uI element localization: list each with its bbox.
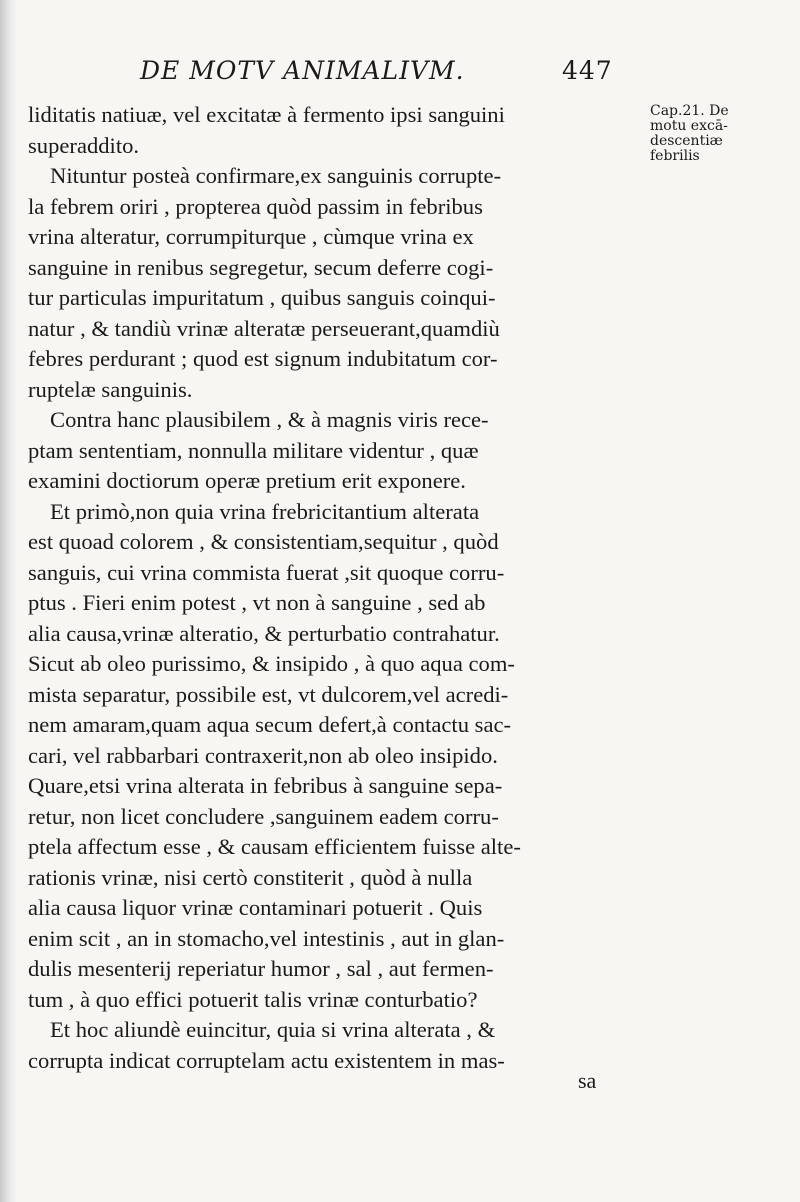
- marginal-note-line: descentiæ: [650, 133, 723, 149]
- catchword: sa: [578, 1068, 597, 1093]
- marginal-note-line: motu excā-: [650, 118, 728, 134]
- text-line: retur, non licet concludere ,sanguinem eadem corru-: [28, 803, 499, 829]
- text-line: examini doctiorum operæ pretium erit exponere.: [28, 468, 466, 493]
- running-header: [140, 56, 620, 96]
- text-line: superaddito.: [28, 132, 140, 158]
- text-line: Nituntur posteà confirmare,ex sanguinis corrupte-: [50, 163, 502, 188]
- text-line: nem amaram,quam aqua secum defert,à contactu sac-: [28, 712, 512, 737]
- text-line: Et primò,non quia vrina frebricitantium alterata: [50, 498, 480, 524]
- text-line: alia causa liquor vrinæ contaminari potuerit . Quis: [28, 895, 483, 920]
- text-line: cari, vel rabbarbari contraxerit,non ab oleo insipido.: [28, 742, 498, 768]
- page-number: 447: [562, 56, 613, 85]
- text-line: corrupta indicat corruptelam actu existentem in mas-: [28, 1047, 505, 1073]
- marginal-note-line: febrilis: [650, 148, 700, 164]
- page-gutter-shadow: [0, 0, 18, 1202]
- body-text: [28, 100, 640, 1076]
- text-line: la febrem oriri , propterea quòd passim in febribus: [28, 193, 483, 219]
- text-line: ruptelæ sanguinis.: [28, 376, 193, 402]
- marginal-note: [650, 104, 790, 164]
- text-line: ptam sententiam, nonnulla militare videntur , quæ: [28, 437, 479, 463]
- text-line: Quare,etsi vrina alterata in febribus à sanguine sepa-: [28, 773, 503, 798]
- text-line: ptus . Fieri enim potest , vt non à sanguine , sed ab: [28, 590, 486, 615]
- text-line: Sicut ab oleo purissimo, & insipido , à quo aqua com-: [28, 651, 515, 676]
- text-line: mista separatur, possibile est, vt dulcorem,vel acredi-: [28, 681, 509, 707]
- text-line: enim scit , an in stomacho,vel intestinis , aut in glan-: [28, 925, 505, 951]
- text-line: Et hoc aliundè euincitur, quia si vrina alterata , &: [50, 1017, 496, 1042]
- running-title: DE MOTV ANIMALIVM.: [140, 56, 465, 85]
- text-line: febres perdurant ; quod est signum indubitatum cor-: [28, 346, 498, 371]
- text-line: sanguine in renibus segregetur, secum deferre cogi-: [28, 254, 494, 280]
- text-line: rationis vrinæ, nisi certò constiterit , quòd à nulla: [28, 864, 473, 890]
- text-line: alia causa,vrinæ alteratio, & perturbatio contrahatur.: [28, 620, 500, 646]
- text-line: natur , & tandiù vrinæ alteratæ perseuerant,quamdiù: [28, 315, 500, 341]
- text-line: sanguis, cui vrina commista fuerat ,sit quoque corru-: [28, 559, 505, 585]
- text-line: est quoad colorem , & consistentiam,sequitur , quòd: [28, 529, 499, 554]
- text-line: tur particulas impuritatum , quibus sanguis coinqui-: [28, 285, 496, 310]
- text-line: Contra hanc plausibilem , & à magnis viris rece-: [50, 407, 489, 432]
- text-line: ptela affectum esse , & causam efficientem fuisse alte-: [28, 834, 521, 859]
- marginal-note-line: Cap.21. De: [650, 103, 729, 119]
- text-line: liditatis natiuæ, vel excitatæ à fermento ipsi sanguini: [28, 102, 505, 127]
- text-line: vrina alteratur, corrumpiturque , cùmque vrina ex: [28, 224, 474, 249]
- text-line: dulis mesenterij reperiatur humor , sal , aut fermen-: [28, 956, 494, 981]
- text-line: tum , à quo effici potuerit talis vrinæ conturbatio?: [28, 986, 478, 1012]
